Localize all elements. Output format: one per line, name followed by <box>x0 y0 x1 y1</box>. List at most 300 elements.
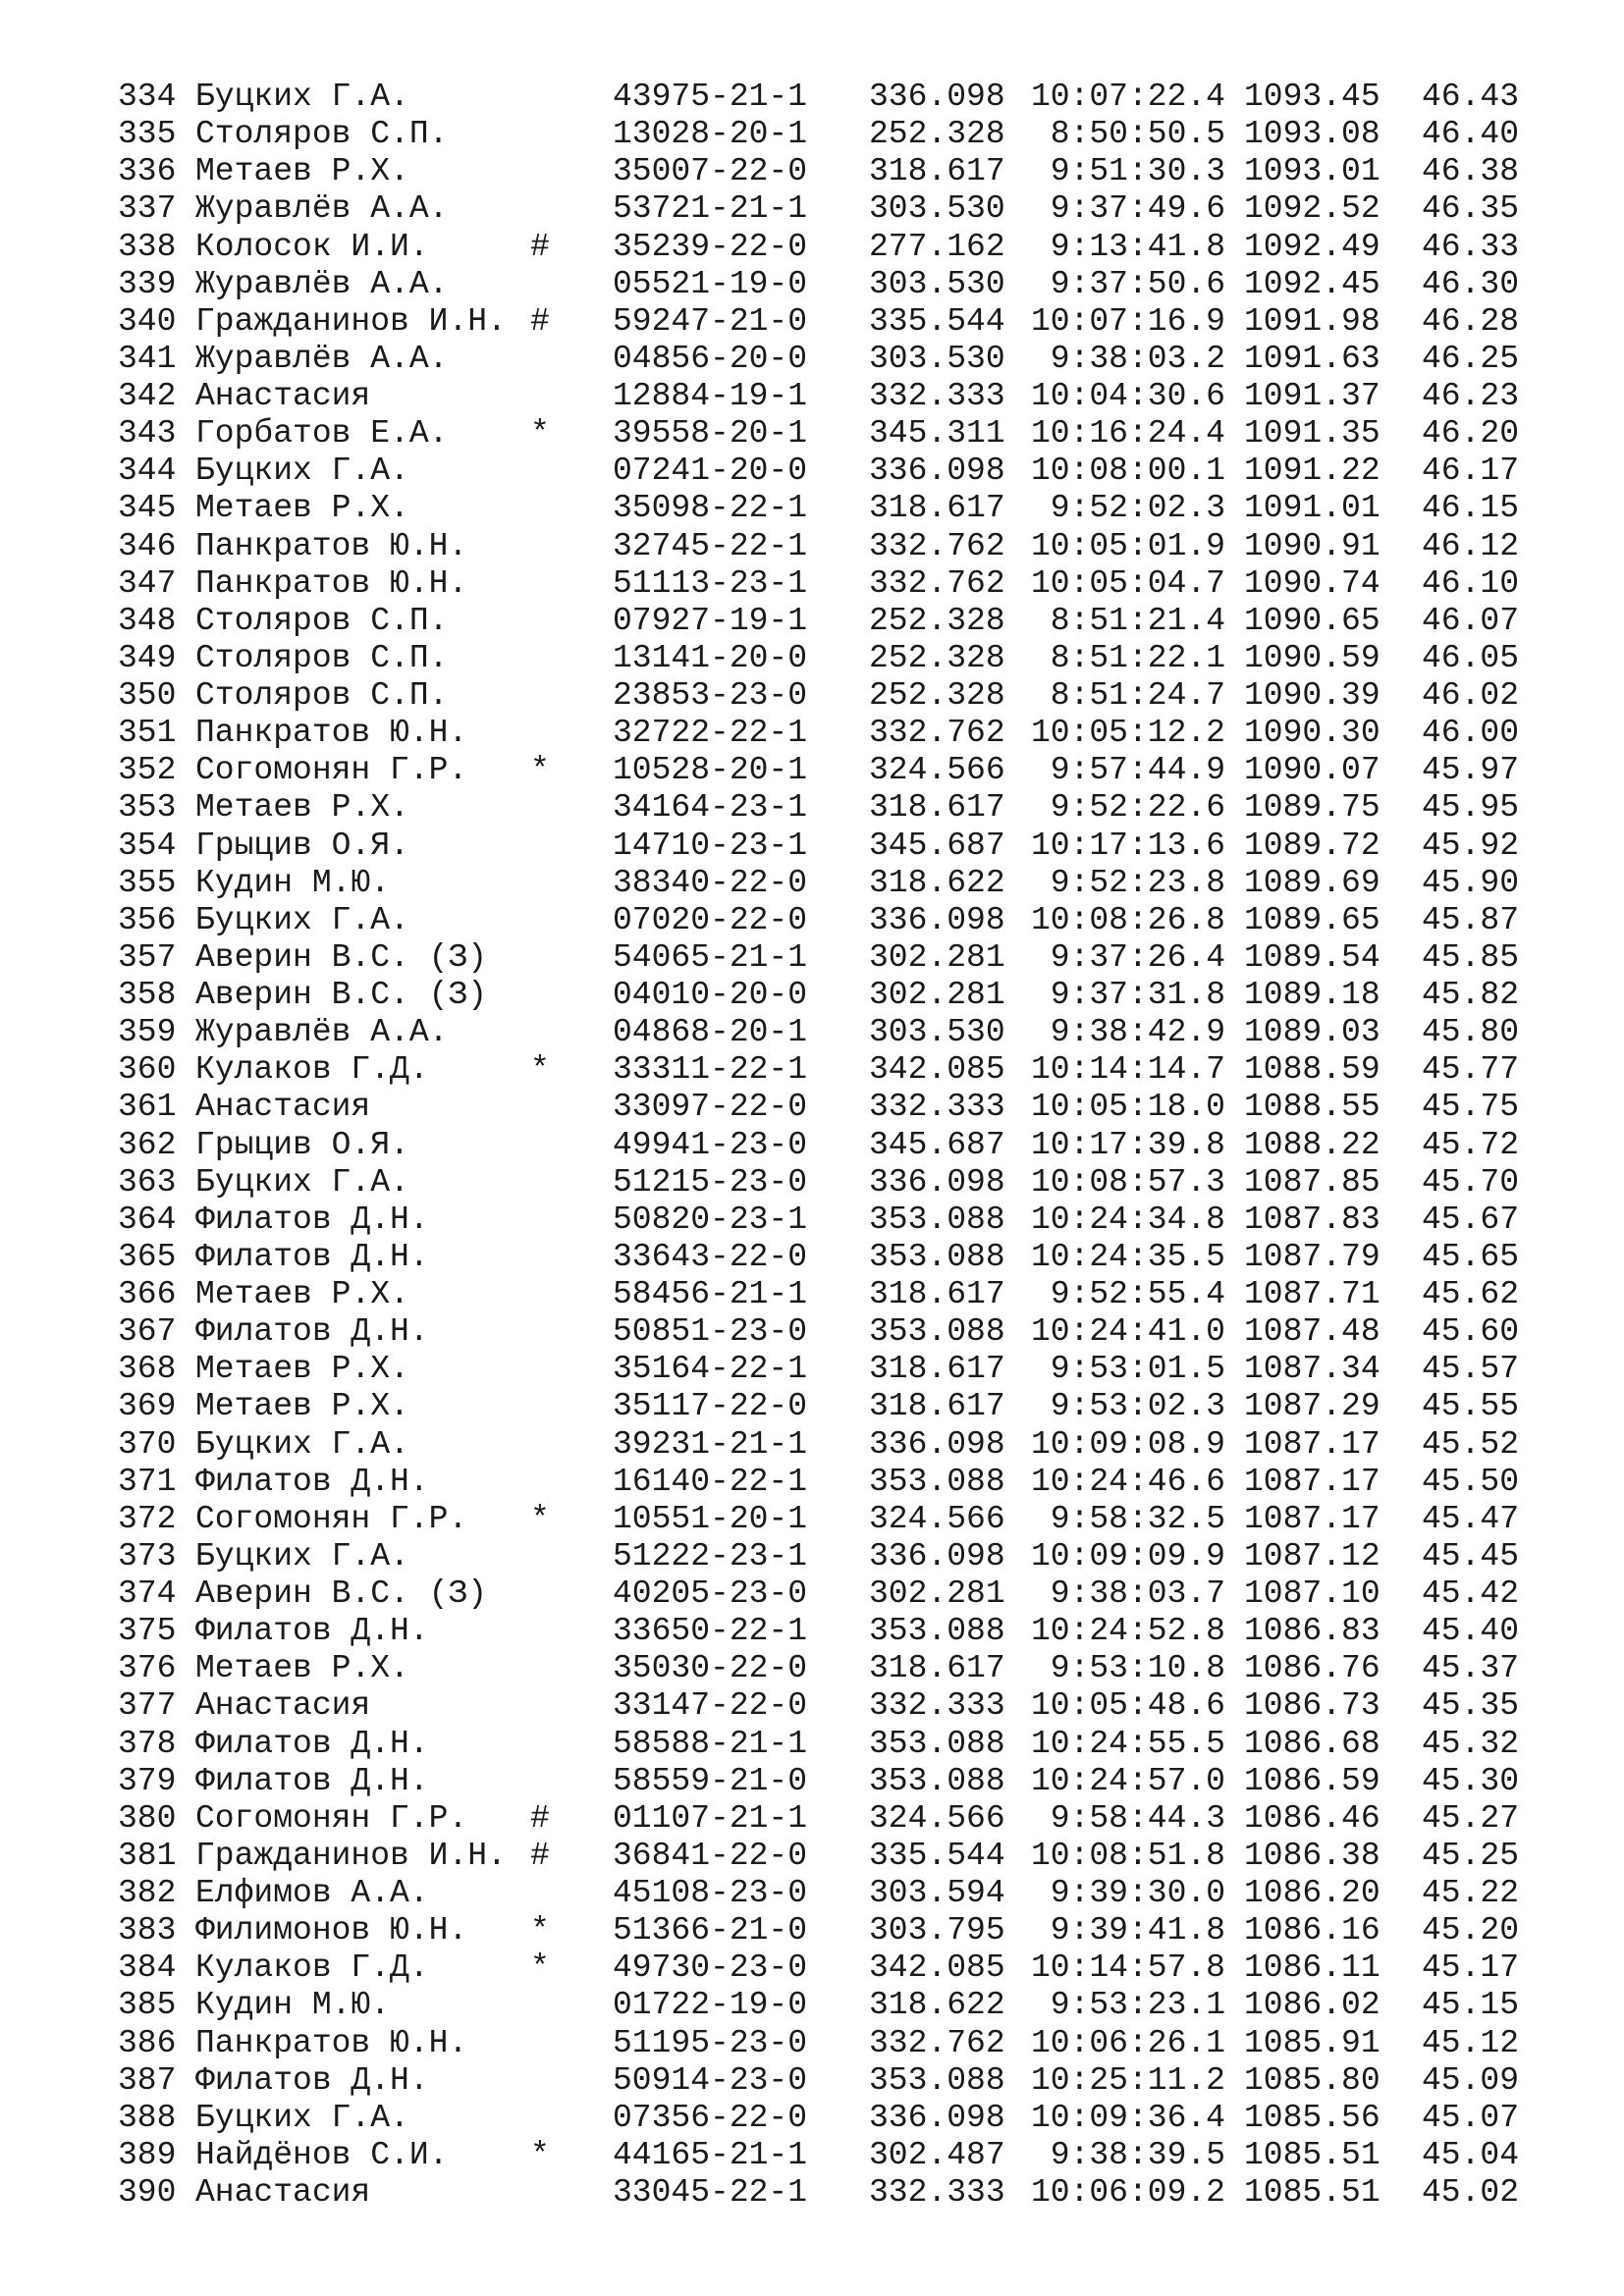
speed-cell: 1091.35 <box>1244 415 1380 453</box>
points-cell: 45.67 <box>1422 1201 1520 1238</box>
ring-number-cell: 45108-23-0 <box>613 1875 808 1911</box>
name-cell: Буцких Г.А. <box>195 79 409 115</box>
table-row <box>0 1351 1624 1388</box>
table-row <box>0 1726 1624 1763</box>
speed-cell: 1085.80 <box>1244 2061 1380 2099</box>
name-cell: Согомонян Г.Р. <box>195 752 468 789</box>
speed-cell: 1087.10 <box>1244 1575 1380 1612</box>
ring-number-cell: 39558-20-1 <box>613 415 808 453</box>
points-cell: 46.43 <box>1422 79 1520 115</box>
speed-cell: 1087.79 <box>1244 1238 1380 1275</box>
time-cell: 9:53:10.8 <box>1050 1650 1225 1687</box>
table-row <box>0 2025 1624 2062</box>
speed-cell: 1087.17 <box>1244 1500 1380 1537</box>
table-row <box>0 528 1624 565</box>
place-cell: 369 <box>118 1388 177 1425</box>
place-cell: 344 <box>118 453 177 490</box>
name-cell: Буцких Г.А. <box>195 453 409 490</box>
table-row <box>0 303 1624 341</box>
points-cell: 45.77 <box>1422 1051 1520 1089</box>
place-cell: 337 <box>118 190 177 228</box>
points-cell: 45.92 <box>1422 827 1520 864</box>
distance-cell: 252.328 <box>869 602 1005 639</box>
distance-cell: 303.530 <box>869 340 1005 377</box>
name-cell: Панкратов Ю.Н. <box>195 564 468 602</box>
time-cell: 10:06:26.1 <box>1030 2024 1225 2061</box>
points-cell: 46.07 <box>1422 602 1520 639</box>
table-row <box>0 603 1624 640</box>
speed-cell: 1085.91 <box>1244 2024 1380 2061</box>
speed-cell: 1089.03 <box>1244 1014 1380 1051</box>
ring-number-cell: 49941-23-0 <box>613 1126 808 1163</box>
name-cell: Метаев Р.Х. <box>195 1351 409 1388</box>
speed-cell: 1088.59 <box>1244 1051 1380 1089</box>
distance-cell: 336.098 <box>869 1425 1005 1463</box>
ring-number-cell: 33311-22-1 <box>613 1051 808 1089</box>
points-cell: 45.20 <box>1422 1912 1520 1949</box>
ring-number-cell: 13028-20-1 <box>613 116 808 153</box>
ring-number-cell: 34164-23-1 <box>613 789 808 827</box>
speed-cell: 1089.75 <box>1244 789 1380 827</box>
results-table <box>0 79 1624 2212</box>
name-cell: Журавлёв А.А. <box>195 1014 449 1051</box>
time-cell: 10:24:46.6 <box>1030 1463 1225 1500</box>
table-row <box>0 1464 1624 1501</box>
speed-cell: 1090.07 <box>1244 752 1380 789</box>
ring-number-cell: 10528-20-1 <box>613 752 808 789</box>
ring-number-cell: 33643-22-0 <box>613 1238 808 1275</box>
points-cell: 45.95 <box>1422 789 1520 827</box>
time-cell: 10:09:36.4 <box>1030 2099 1225 2136</box>
name-cell: Буцких Г.А. <box>195 2099 409 2136</box>
table-row <box>0 939 1624 977</box>
time-cell: 9:38:03.7 <box>1050 1575 1225 1612</box>
name-cell: Найдёнов С.И. <box>195 2136 449 2173</box>
mark-cell: # <box>530 228 550 265</box>
points-cell: 46.38 <box>1422 153 1520 190</box>
place-cell: 378 <box>118 1725 177 1762</box>
time-cell: 10:09:09.9 <box>1030 1537 1225 1575</box>
place-cell: 382 <box>118 1875 177 1911</box>
speed-cell: 1085.51 <box>1244 2174 1380 2211</box>
table-row <box>0 79 1624 116</box>
distance-cell: 353.088 <box>869 1762 1005 1799</box>
speed-cell: 1089.72 <box>1244 827 1380 864</box>
points-cell: 46.20 <box>1422 415 1520 453</box>
distance-cell: 335.544 <box>869 1837 1005 1874</box>
mark-cell: * <box>530 1500 550 1537</box>
place-cell: 354 <box>118 827 177 864</box>
table-row <box>0 1613 1624 1650</box>
time-cell: 10:06:09.2 <box>1030 2174 1225 2211</box>
name-cell: Гражданинов И.Н. <box>195 302 507 340</box>
table-row <box>0 1687 1624 1725</box>
table-row <box>0 1051 1624 1089</box>
ring-number-cell: 04856-20-0 <box>613 340 808 377</box>
speed-cell: 1087.83 <box>1244 1201 1380 1238</box>
ring-number-cell: 33045-22-1 <box>613 2174 808 2211</box>
distance-cell: 318.617 <box>869 789 1005 827</box>
distance-cell: 303.594 <box>869 1875 1005 1911</box>
name-cell: Метаев Р.Х. <box>195 1276 409 1312</box>
place-cell: 351 <box>118 715 177 752</box>
time-cell: 10:05:01.9 <box>1030 527 1225 564</box>
speed-cell: 1086.59 <box>1244 1762 1380 1799</box>
distance-cell: 353.088 <box>869 2061 1005 2099</box>
distance-cell: 318.617 <box>869 1650 1005 1687</box>
place-cell: 348 <box>118 602 177 639</box>
name-cell: Согомонян Г.Р. <box>195 1500 468 1537</box>
table-row <box>0 1239 1624 1276</box>
ring-number-cell: 39231-21-1 <box>613 1425 808 1463</box>
speed-cell: 1091.63 <box>1244 340 1380 377</box>
place-cell: 350 <box>118 677 177 714</box>
place-cell: 376 <box>118 1650 177 1687</box>
table-row <box>0 789 1624 827</box>
distance-cell: 324.566 <box>869 752 1005 789</box>
place-cell: 370 <box>118 1425 177 1463</box>
place-cell: 342 <box>118 378 177 414</box>
name-cell: Журавлёв А.А. <box>195 340 449 377</box>
ring-number-cell: 01722-19-0 <box>613 1987 808 2024</box>
distance-cell: 318.622 <box>869 1987 1005 2024</box>
distance-cell: 332.762 <box>869 2024 1005 2061</box>
time-cell: 9:39:30.0 <box>1050 1875 1225 1911</box>
points-cell: 45.07 <box>1422 2099 1520 2136</box>
ring-number-cell: 07356-22-0 <box>613 2099 808 2136</box>
distance-cell: 353.088 <box>869 1463 1005 1500</box>
speed-cell: 1086.02 <box>1244 1987 1380 2024</box>
place-cell: 341 <box>118 340 177 377</box>
name-cell: Филатов Д.Н. <box>195 2061 429 2099</box>
distance-cell: 345.311 <box>869 415 1005 453</box>
name-cell: Филатов Д.Н. <box>195 1613 429 1650</box>
time-cell: 10:08:57.3 <box>1030 1163 1225 1201</box>
table-row <box>0 378 1624 415</box>
name-cell: Буцких Г.А. <box>195 1537 409 1575</box>
time-cell: 9:39:41.8 <box>1050 1912 1225 1949</box>
table-row <box>0 1201 1624 1239</box>
name-cell: Столяров С.П. <box>195 677 449 714</box>
mark-cell: * <box>530 752 550 789</box>
ring-number-cell: 35007-22-0 <box>613 153 808 190</box>
time-cell: 10:24:34.8 <box>1030 1201 1225 1238</box>
ring-number-cell: 38340-22-0 <box>613 864 808 901</box>
ring-number-cell: 12884-19-1 <box>613 378 808 414</box>
time-cell: 10:07:16.9 <box>1030 302 1225 340</box>
table-row <box>0 1800 1624 1838</box>
time-cell: 9:37:31.8 <box>1050 977 1225 1013</box>
distance-cell: 336.098 <box>869 79 1005 115</box>
ring-number-cell: 51222-23-1 <box>613 1537 808 1575</box>
ring-number-cell: 07020-22-0 <box>613 901 808 938</box>
speed-cell: 1088.55 <box>1244 1089 1380 1126</box>
points-cell: 46.30 <box>1422 265 1520 302</box>
ring-number-cell: 35239-22-0 <box>613 228 808 265</box>
ring-number-cell: 32722-22-1 <box>613 715 808 752</box>
distance-cell: 336.098 <box>869 1163 1005 1201</box>
time-cell: 9:53:23.1 <box>1050 1987 1225 2024</box>
speed-cell: 1089.69 <box>1244 864 1380 901</box>
ring-number-cell: 35117-22-0 <box>613 1388 808 1425</box>
distance-cell: 302.281 <box>869 977 1005 1013</box>
speed-cell: 1087.85 <box>1244 1163 1380 1201</box>
place-cell: 361 <box>118 1089 177 1126</box>
name-cell: Анастасия <box>195 1089 371 1126</box>
table-row <box>0 229 1624 266</box>
time-cell: 10:05:04.7 <box>1030 564 1225 602</box>
name-cell: Горбатов Е.А. <box>195 415 449 453</box>
distance-cell: 332.333 <box>869 1089 1005 1126</box>
time-cell: 10:07:22.4 <box>1030 79 1225 115</box>
points-cell: 45.37 <box>1422 1650 1520 1687</box>
table-row <box>0 2062 1624 2100</box>
points-cell: 45.65 <box>1422 1238 1520 1275</box>
name-cell: Метаев Р.Х. <box>195 153 409 190</box>
table-row <box>0 490 1624 527</box>
distance-cell: 332.762 <box>869 527 1005 564</box>
place-cell: 339 <box>118 265 177 302</box>
table-row <box>0 865 1624 902</box>
mark-cell: * <box>530 1051 550 1089</box>
ring-number-cell: 04868-20-1 <box>613 1014 808 1051</box>
ring-number-cell: 50851-23-0 <box>613 1313 808 1351</box>
time-cell: 10:25:11.2 <box>1030 2061 1225 2099</box>
time-cell: 10:14:14.7 <box>1030 1051 1225 1089</box>
time-cell: 10:24:35.5 <box>1030 1238 1225 1275</box>
name-cell: Елфимов А.А. <box>195 1875 429 1911</box>
distance-cell: 318.617 <box>869 153 1005 190</box>
points-cell: 45.60 <box>1422 1313 1520 1351</box>
table-row <box>0 1313 1624 1351</box>
time-cell: 10:14:57.8 <box>1030 1949 1225 1987</box>
distance-cell: 302.281 <box>869 938 1005 976</box>
table-row <box>0 153 1624 190</box>
points-cell: 45.90 <box>1422 864 1520 901</box>
speed-cell: 1087.29 <box>1244 1388 1380 1425</box>
table-row <box>0 1650 1624 1687</box>
place-cell: 366 <box>118 1276 177 1312</box>
distance-cell: 336.098 <box>869 2099 1005 2136</box>
speed-cell: 1090.59 <box>1244 639 1380 676</box>
speed-cell: 1086.83 <box>1244 1613 1380 1650</box>
distance-cell: 353.088 <box>869 1201 1005 1238</box>
points-cell: 45.47 <box>1422 1500 1520 1537</box>
name-cell: Столяров С.П. <box>195 116 449 153</box>
speed-cell: 1088.22 <box>1244 1126 1380 1163</box>
table-row <box>0 415 1624 453</box>
name-cell: Филимонов Ю.Н. <box>195 1912 468 1949</box>
time-cell: 9:57:44.9 <box>1050 752 1225 789</box>
ring-number-cell: 51195-23-0 <box>613 2024 808 2061</box>
points-cell: 45.55 <box>1422 1388 1520 1425</box>
ring-number-cell: 53721-21-1 <box>613 190 808 228</box>
place-cell: 334 <box>118 79 177 115</box>
points-cell: 46.33 <box>1422 228 1520 265</box>
points-cell: 45.45 <box>1422 1537 1520 1575</box>
points-cell: 45.27 <box>1422 1799 1520 1837</box>
table-row <box>0 1763 1624 1800</box>
speed-cell: 1085.56 <box>1244 2099 1380 2136</box>
speed-cell: 1086.68 <box>1244 1725 1380 1762</box>
name-cell: Гражданинов И.Н. <box>195 1837 507 1874</box>
place-cell: 374 <box>118 1575 177 1612</box>
ring-number-cell: 35098-22-1 <box>613 490 808 527</box>
table-row <box>0 1501 1624 1538</box>
place-cell: 388 <box>118 2099 177 2136</box>
time-cell: 10:05:48.6 <box>1030 1687 1225 1725</box>
place-cell: 340 <box>118 302 177 340</box>
name-cell: Грыцив О.Я. <box>195 827 409 864</box>
table-row <box>0 715 1624 752</box>
ring-number-cell: 10551-20-1 <box>613 1500 808 1537</box>
table-row <box>0 453 1624 490</box>
table-row <box>0 1912 1624 1949</box>
name-cell: Кулаков Г.Д. <box>195 1051 429 1089</box>
time-cell: 10:24:52.8 <box>1030 1613 1225 1650</box>
table-row <box>0 1014 1624 1051</box>
time-cell: 10:04:30.6 <box>1030 378 1225 414</box>
table-row <box>0 1388 1624 1425</box>
points-cell: 45.57 <box>1422 1351 1520 1388</box>
speed-cell: 1087.17 <box>1244 1463 1380 1500</box>
time-cell: 8:51:21.4 <box>1050 602 1225 639</box>
points-cell: 46.02 <box>1422 677 1520 714</box>
name-cell: Столяров С.П. <box>195 639 449 676</box>
name-cell: Анастасия <box>195 1687 371 1725</box>
table-row <box>0 1426 1624 1464</box>
table-row <box>0 266 1624 303</box>
name-cell: Кудин М.Ю. <box>195 1987 391 2024</box>
distance-cell: 336.098 <box>869 1537 1005 1575</box>
place-cell: 349 <box>118 639 177 676</box>
points-cell: 45.40 <box>1422 1613 1520 1650</box>
points-cell: 45.30 <box>1422 1762 1520 1799</box>
speed-cell: 1087.17 <box>1244 1425 1380 1463</box>
points-cell: 45.85 <box>1422 938 1520 976</box>
distance-cell: 324.566 <box>869 1799 1005 1837</box>
name-cell: Метаев Р.Х. <box>195 1650 409 1687</box>
table-row <box>0 1089 1624 1126</box>
points-cell: 45.12 <box>1422 2024 1520 2061</box>
place-cell: 362 <box>118 1126 177 1163</box>
points-cell: 45.32 <box>1422 1725 1520 1762</box>
place-cell: 346 <box>118 527 177 564</box>
place-cell: 390 <box>118 2174 177 2211</box>
speed-cell: 1093.45 <box>1244 79 1380 115</box>
name-cell: Колосок И.И. <box>195 228 429 265</box>
speed-cell: 1092.49 <box>1244 228 1380 265</box>
speed-cell: 1090.39 <box>1244 677 1380 714</box>
time-cell: 9:52:02.3 <box>1050 490 1225 527</box>
speed-cell: 1086.16 <box>1244 1912 1380 1949</box>
speed-cell: 1086.76 <box>1244 1650 1380 1687</box>
place-cell: 385 <box>118 1987 177 2024</box>
points-cell: 46.40 <box>1422 116 1520 153</box>
points-cell: 45.15 <box>1422 1987 1520 2024</box>
time-cell: 9:13:41.8 <box>1050 228 1225 265</box>
points-cell: 45.09 <box>1422 2061 1520 2099</box>
place-cell: 343 <box>118 415 177 453</box>
place-cell: 335 <box>118 116 177 153</box>
time-cell: 10:24:55.5 <box>1030 1725 1225 1762</box>
speed-cell: 1087.48 <box>1244 1313 1380 1351</box>
table-row <box>0 902 1624 939</box>
ring-number-cell: 07927-19-1 <box>613 602 808 639</box>
place-cell: 353 <box>118 789 177 827</box>
time-cell: 10:24:41.0 <box>1030 1313 1225 1351</box>
speed-cell: 1091.37 <box>1244 378 1380 414</box>
distance-cell: 277.162 <box>869 228 1005 265</box>
distance-cell: 353.088 <box>869 1613 1005 1650</box>
points-cell: 45.50 <box>1422 1463 1520 1500</box>
distance-cell: 324.566 <box>869 1500 1005 1537</box>
time-cell: 9:58:32.5 <box>1050 1500 1225 1537</box>
distance-cell: 252.328 <box>869 677 1005 714</box>
distance-cell: 318.617 <box>869 1276 1005 1312</box>
place-cell: 371 <box>118 1463 177 1500</box>
place-cell: 345 <box>118 490 177 527</box>
time-cell: 10:08:26.8 <box>1030 901 1225 938</box>
table-row <box>0 1875 1624 1912</box>
distance-cell: 318.617 <box>869 1351 1005 1388</box>
speed-cell: 1089.65 <box>1244 901 1380 938</box>
name-cell: Филатов Д.Н. <box>195 1201 429 1238</box>
table-row <box>0 1276 1624 1313</box>
mark-cell: # <box>530 302 550 340</box>
points-cell: 45.52 <box>1422 1425 1520 1463</box>
speed-cell: 1089.18 <box>1244 977 1380 1013</box>
ring-number-cell: 35164-22-1 <box>613 1351 808 1388</box>
ring-number-cell: 33650-22-1 <box>613 1613 808 1650</box>
name-cell: Буцких Г.А. <box>195 901 409 938</box>
speed-cell: 1089.54 <box>1244 938 1380 976</box>
distance-cell: 303.530 <box>869 190 1005 228</box>
points-cell: 45.04 <box>1422 2136 1520 2173</box>
ring-number-cell: 35030-22-0 <box>613 1650 808 1687</box>
distance-cell: 342.085 <box>869 1949 1005 1987</box>
speed-cell: 1093.08 <box>1244 116 1380 153</box>
place-cell: 386 <box>118 2024 177 2061</box>
distance-cell: 332.762 <box>869 715 1005 752</box>
name-cell: Панкратов Ю.Н. <box>195 2024 468 2061</box>
time-cell: 9:38:42.9 <box>1050 1014 1225 1051</box>
table-row <box>0 1838 1624 1875</box>
time-cell: 10:09:08.9 <box>1030 1425 1225 1463</box>
points-cell: 46.15 <box>1422 490 1520 527</box>
time-cell: 10:17:39.8 <box>1030 1126 1225 1163</box>
time-cell: 9:53:01.5 <box>1050 1351 1225 1388</box>
points-cell: 45.80 <box>1422 1014 1520 1051</box>
ring-number-cell: 58588-21-1 <box>613 1725 808 1762</box>
table-row <box>0 1164 1624 1201</box>
place-cell: 383 <box>118 1912 177 1949</box>
distance-cell: 353.088 <box>869 1725 1005 1762</box>
points-cell: 45.35 <box>1422 1687 1520 1725</box>
time-cell: 8:51:24.7 <box>1050 677 1225 714</box>
place-cell: 364 <box>118 1201 177 1238</box>
speed-cell: 1086.20 <box>1244 1875 1380 1911</box>
name-cell: Филатов Д.Н. <box>195 1463 429 1500</box>
distance-cell: 335.544 <box>869 302 1005 340</box>
distance-cell: 336.098 <box>869 901 1005 938</box>
distance-cell: 353.088 <box>869 1238 1005 1275</box>
mark-cell: # <box>530 1799 550 1837</box>
place-cell: 377 <box>118 1687 177 1725</box>
speed-cell: 1092.45 <box>1244 265 1380 302</box>
time-cell: 10:05:12.2 <box>1030 715 1225 752</box>
mark-cell: * <box>530 1912 550 1949</box>
